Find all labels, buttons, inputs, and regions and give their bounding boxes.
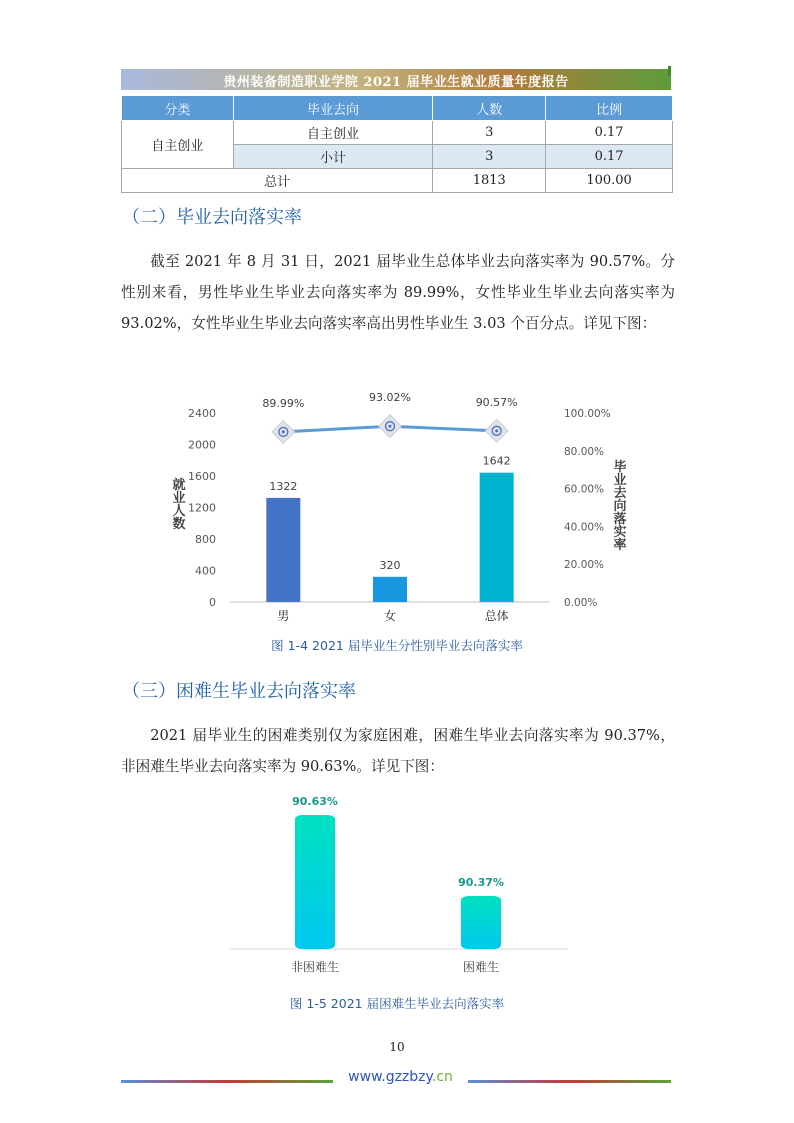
y2-tick-label: 80.00%: [564, 445, 605, 458]
rate-label: 93.02%: [369, 391, 411, 405]
figure-caption: 图 1-5 2021 届困难生毕业去向落实率: [289, 996, 505, 1011]
table-group-cell: 自主创业: [122, 121, 234, 169]
table-cell: 自主创业: [233, 121, 433, 145]
y-tick-label: 0: [209, 596, 216, 609]
rate-label: 89.99%: [262, 396, 305, 410]
y2-tick-label: 100.00%: [564, 408, 611, 420]
x-tick-label: 总体: [484, 609, 509, 623]
x-tick-label: 女: [383, 609, 397, 623]
table-cell: 小计: [233, 145, 433, 169]
y-tick-label: 2400: [188, 407, 216, 420]
bar: [480, 473, 514, 602]
target-icon-dot: [389, 425, 392, 428]
destination-table: [121, 95, 673, 193]
bar-value-label: 1322: [269, 479, 298, 493]
x-tick-label: 男: [277, 609, 290, 623]
table-cell: 100.00: [546, 169, 673, 193]
table-cell: 1813: [433, 169, 546, 193]
footer-rule-left: [121, 1080, 333, 1083]
bar: [266, 498, 300, 602]
page-number: 10: [389, 1040, 405, 1054]
y-tick-label: 1200: [188, 501, 216, 515]
y-tick-label: 800: [195, 533, 216, 546]
bar-value-label: 320: [379, 558, 401, 572]
bar: [295, 815, 335, 949]
bar: [373, 577, 407, 602]
figure-caption: 图 1-4 2021 届毕业生分性别毕业去向落实率: [271, 638, 523, 653]
table-cell: 总计: [122, 169, 433, 193]
y2-tick-label: 20.00%: [564, 559, 605, 572]
y2-axis-title: 毕业去向落实率: [610, 459, 626, 551]
header-title: 贵州装备制造职业学院 2021 届毕业生就业质量年度报告: [223, 75, 569, 90]
x-tick-label: 困难生: [462, 960, 500, 974]
target-icon-dot: [282, 430, 285, 433]
footer-url-tld: .cn: [431, 1069, 453, 1085]
bar-value-label: 1642: [482, 454, 511, 468]
target-icon-dot: [495, 429, 498, 432]
y-axis-title: 就业人数: [169, 477, 185, 530]
bar: [461, 896, 501, 949]
bar-value-label: 90.37%: [458, 876, 504, 890]
section-paragraph: 截至 2021 年 8 月 31 日，2021 届毕业生总体毕业去向落实率为 90.57%。分性别来看，男性毕业生毕业去向落实率为 89.99%，女性毕业生毕业去向落实率为 93.02%，女性毕业生毕业去向落实率高出男性毕业生 3.03 个百分点。详见下图：: [121, 253, 675, 332]
table-row: [122, 121, 673, 145]
y2-tick-label: 60.00%: [564, 483, 605, 496]
footer-rule-right: [468, 1080, 671, 1083]
hardship-rate-chart: [225, 785, 575, 980]
table-cell: 3: [433, 121, 546, 145]
table-header-row: [122, 96, 673, 121]
y-tick-label: 1600: [188, 470, 216, 483]
table-cell: 3: [433, 145, 546, 169]
y2-tick-label: 40.00%: [564, 521, 605, 534]
table-cell: 0.17: [546, 145, 673, 169]
table-header: 毕业去向: [233, 96, 433, 121]
y-tick-label: 2000: [188, 438, 216, 452]
table-header: 分类: [122, 96, 234, 121]
section-heading: （二）毕业去向落实率: [122, 207, 302, 228]
section-heading: （三）困难生毕业去向落实率: [122, 681, 356, 702]
y-tick-label: 400: [195, 564, 216, 578]
x-tick-label: 非困难生: [290, 960, 340, 974]
rate-label: 90.57%: [475, 395, 518, 409]
table-cell: 0.17: [546, 121, 673, 145]
table-total-row: [122, 169, 673, 193]
table-header: 人数: [433, 96, 546, 121]
footer-url: [333, 1069, 468, 1085]
footer-url-domain: www.gzzbzy: [348, 1069, 432, 1085]
gender-rate-chart: [160, 385, 640, 635]
table-header: 比例: [546, 96, 673, 121]
section-paragraph: 2021 届毕业生的困难类别仅为家庭困难，困难生毕业去向落实率为 90.37%，非困难生毕业去向落实率为 90.63%。详见下图：: [121, 727, 675, 775]
header-banner: [121, 69, 671, 90]
bar-value-label: 90.63%: [292, 795, 338, 808]
y2-tick-label: 0.00%: [564, 597, 598, 609]
